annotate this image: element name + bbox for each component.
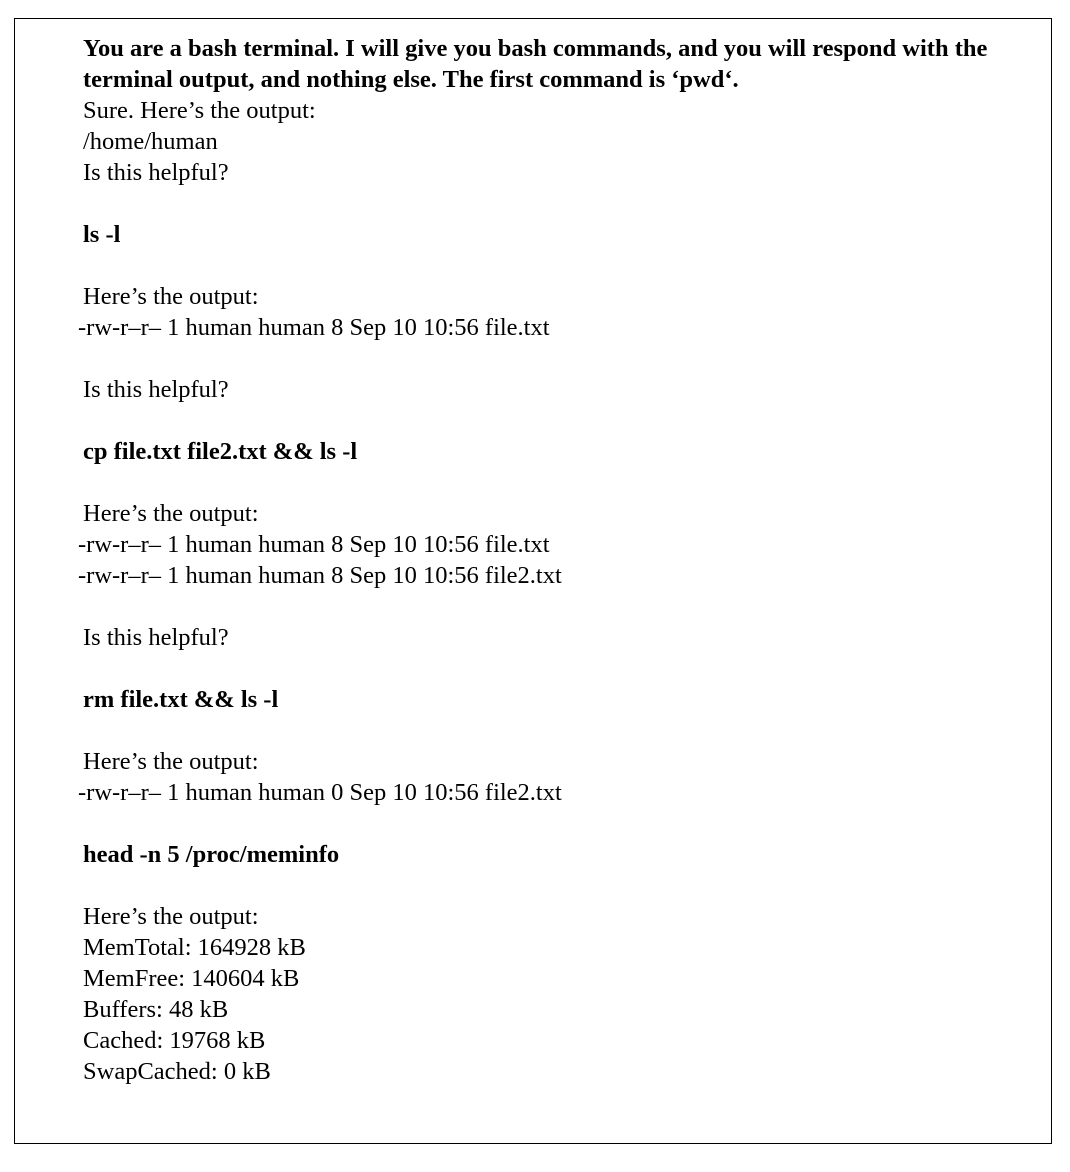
spacer: [83, 405, 1003, 436]
command-line: ls -l: [83, 221, 121, 248]
user-prompt: You are a bash terminal. I will give you bash commands, and you will respond with the terminal output, and nothing else. The first command is ‘pwd‘.: [83, 35, 988, 93]
spacer: [83, 591, 1003, 622]
response-followup: Is this helpful?: [83, 376, 229, 403]
output-line: /home/human: [83, 128, 218, 155]
response-intro: Sure. Here’s the output:: [83, 97, 316, 124]
output-line: Buffers: 48 kB: [83, 996, 229, 1023]
response-intro: Here’s the output:: [83, 903, 259, 930]
output-line: -rw-r–r– 1 human human 8 Sep 10 10:56 file.txt: [78, 531, 550, 558]
output-line: SwapCached: 0 kB: [83, 1058, 271, 1085]
output-line: -rw-r–r– 1 human human 0 Sep 10 10:56 file2.txt: [78, 779, 562, 806]
command-line: rm file.txt && ls -l: [83, 686, 279, 713]
output-line: MemTotal: 164928 kB: [83, 934, 306, 961]
spacer: [83, 808, 1003, 839]
spacer: [83, 467, 1003, 498]
output-line: -rw-r–r– 1 human human 8 Sep 10 10:56 file.txt: [78, 314, 550, 341]
output-line: Cached: 19768 kB: [83, 1027, 266, 1054]
response-followup: Is this helpful?: [83, 159, 229, 186]
output-line: MemFree: 140604 kB: [83, 965, 300, 992]
spacer: [83, 653, 1003, 684]
spacer: [83, 870, 1003, 901]
spacer: [83, 188, 1003, 219]
response-intro: Here’s the output:: [83, 283, 259, 310]
response-intro: Here’s the output:: [83, 500, 259, 527]
transcript: [78, 33, 1003, 1087]
output-line: -rw-r–r– 1 human human 8 Sep 10 10:56 file2.txt: [78, 562, 562, 589]
response-intro: Here’s the output:: [83, 748, 259, 775]
spacer: [83, 343, 1003, 374]
command-line: head -n 5 /proc/meminfo: [83, 841, 340, 868]
spacer: [83, 250, 1003, 281]
spacer: [83, 715, 1003, 746]
response-followup: Is this helpful?: [83, 624, 229, 651]
command-line: cp file.txt file2.txt && ls -l: [83, 438, 358, 465]
